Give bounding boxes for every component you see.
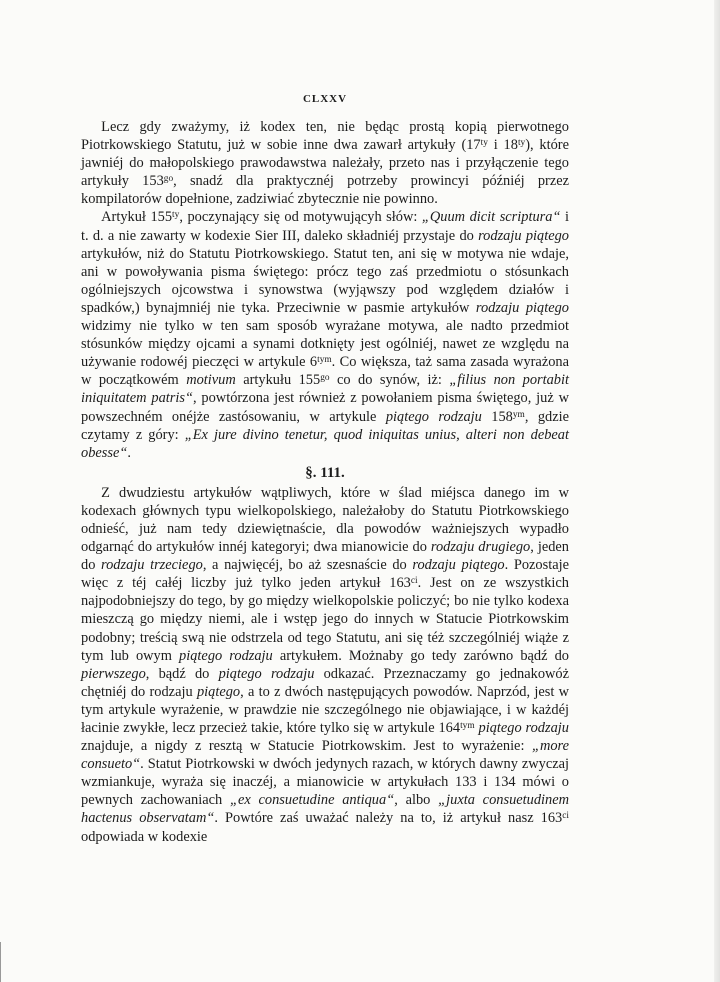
text-run: artykułów, niż do Statutu Piotrkowskiego. Statut ten, ani się w motywa nie wdaje, ani w powoływania pisma świętego: prócz tego zaś przedmiotu o stósunkach ogólniejszych ojcowstwa i synowstwa (wyjąwszy pod względem działów i spadków,) bynajmniéj nie tyka. Przeciwnie w pasmie artykułów xyxy=(81,245,569,316)
italic-phrase: piątego xyxy=(196,683,241,700)
italic-phrase: piątego rodzaju xyxy=(179,647,273,664)
text-run: znajduje, a nigdy z resztą w Statucie Piotrkowskim. Jest to wyrażenie: xyxy=(81,738,532,755)
text-run: , albo xyxy=(394,792,439,809)
text-run: . Pozostaje więc z téj całéj liczby już tylko jeden artykuł 163 xyxy=(81,557,569,592)
text-run: ), które jawniéj do małopolskiego prawodawstwa należały, przeto nas i przyłączenie tego artykuły 153 xyxy=(81,137,569,190)
text-run: artykułu 155 xyxy=(235,372,321,389)
italic-phrase: „ex consuetudine antiqua“ xyxy=(229,792,395,809)
text-run: , snadź dla praktycznéj potrzeby prowincyi późniéj przez kompilatorów dopełnione, zadziwiać zbytecznie nie powinno. xyxy=(81,173,569,208)
page-right-edge xyxy=(714,0,720,982)
text-run: Z dwudziestu artykułów wątpliwych, które w ślad miéjsca danego im w kodexach głównych typu wielkopolskiego, należałoby do Statutu Piotrkowskiego odnieść, już nam tedy dziewiętnaście, dla powodów ważniejszych wypadło odgarnąć do artykułów innéj kategoryi; dwa mianowicie do xyxy=(81,484,569,556)
italic-phrase: piątego rodzaju xyxy=(385,408,482,425)
section-heading: §. 111. xyxy=(305,464,345,481)
text-run: , poczynający się od motywującyh słów: xyxy=(179,209,422,226)
text-run: . xyxy=(127,444,131,461)
italic-phrase: „Ex jure divino tenetur, quod iniquitas unius, alteri non debeat obesse“ xyxy=(81,426,569,461)
italic-phrase: „Quum dicit scriptura“ xyxy=(421,209,561,226)
page-number: CLXXV xyxy=(302,93,348,105)
italic-phrase: rodzaju trzeciego xyxy=(101,557,203,574)
italic-phrase: piątego rodzaju xyxy=(478,720,569,736)
text-run: , bądź do xyxy=(145,665,219,682)
text-run: artykułem. Możnaby go tedy zarówno bądź do xyxy=(272,647,569,664)
text-run: . Co większa, taż sama zasada wyrażona w początkowém xyxy=(81,354,569,389)
paragraph xyxy=(81,118,569,208)
text-run: widzimy nie tylko w ten sam sposób wyrażane motywa, ale nadto przedmiot stósunków między ojcami a synami dotknięty jest ogólniéj, nawet ze względu na używanie rodowéj pieczęci w artykule 6 xyxy=(81,318,569,371)
text-run: odkazać. Przeznaczamy go jednakowóż chętniéj do rodzaju xyxy=(81,665,569,700)
text-run: , a to z dwóch następujących powodów. Naprzód, jest w tym artykule wyrażenie, w prawdzie nie szczególnego nie objawiające, i w każdéj łacinie zwykłe, lecz przecież takie, które tylko się w artykule 164 xyxy=(81,683,570,736)
italic-phrase: „more consueto“ xyxy=(81,738,569,773)
text-run: , a najwięcéj, bo aż szesnaście do xyxy=(202,557,413,574)
italic-phrase: rodzaju piątego xyxy=(478,227,569,244)
italic-phrase: „filius non portabit iniquitatem patris“ xyxy=(81,372,569,407)
text-run: , jeden do xyxy=(81,539,569,574)
italic-phrase: rodzaju drugiego xyxy=(430,539,531,556)
paragraph xyxy=(81,484,569,846)
italic-phrase: „juxta consuetudinem hactenus observatam“ xyxy=(81,792,570,827)
text-run: . Statut Piotrkowski w dwóch jedynych razach, w których dawny zwyczaj wzmiankuje, wyraża się inaczéj, a mianowicie w artykułach 133 i 134 mówi o pewnych zachowaniach xyxy=(81,756,569,809)
text-part-2 xyxy=(81,484,569,846)
text-run: , gdzie czytamy z góry: xyxy=(81,408,570,443)
text-run: 158 xyxy=(481,408,513,425)
text-run: . Powtóre zaś uważać należy na to, iż artykuł nasz 163 xyxy=(214,810,563,827)
superscript-suffix: ci xyxy=(562,811,570,822)
italic-phrase: motivum xyxy=(186,372,236,389)
page-corner-shadow xyxy=(0,942,19,982)
superscript-suffix: go xyxy=(320,373,330,384)
page-text-block xyxy=(81,90,569,846)
paragraph xyxy=(81,208,569,461)
superscript-suffix: ty xyxy=(172,210,180,221)
superscript-suffix: tym xyxy=(317,355,332,366)
italic-phrase: piątego rodzaju xyxy=(218,665,315,682)
text-run: Artykuł 155 xyxy=(101,209,173,226)
italic-phrase: rodzaju piątego xyxy=(475,299,569,316)
superscript-suffix: ty xyxy=(480,137,488,148)
text-run: co do synów, iż: xyxy=(329,372,450,389)
text-run: i t. d. a nie zawarty w kodexie Sier III, daleko składniéj przystaje do xyxy=(81,209,570,244)
italic-phrase: rodzaju piątego xyxy=(412,557,505,574)
superscript-suffix: ty xyxy=(517,137,526,148)
superscript-suffix: ym xyxy=(512,409,525,420)
text-run: odpowiada w kodexie xyxy=(81,828,208,845)
superscript-suffix: tym xyxy=(460,720,475,731)
text-run: Lecz gdy zważymy, iż kodex ten, nie będąc prostą kopią pierwotnego Piotrkowskiego Statutu, już w sobie inne dwa zawarł artykuły (17 xyxy=(81,119,569,154)
text-run: . Jest on ze wszystkich najpodobniejszy do tego, by go między wielkopolskie policzyć; bo nie tylko kodexa mieszczą go między niemi, ale i wstęp jego do innych w Statucie Piotrkowskim podobny; treścią swą nie odstrzela od tego Statutu, ani się téż szczególniéj wiąże z tym lub owym xyxy=(81,575,569,664)
text-run: i 18 xyxy=(487,137,518,154)
superscript-suffix: ci xyxy=(410,576,418,587)
text-part-1 xyxy=(81,118,569,462)
text-run: , powtórzona jest również z powołaniem pisma świętego, już w powszechném onéjże zastósowaniu, w artykule xyxy=(81,390,569,425)
superscript-suffix: go xyxy=(163,174,174,185)
italic-phrase: pierwszego xyxy=(81,665,146,682)
